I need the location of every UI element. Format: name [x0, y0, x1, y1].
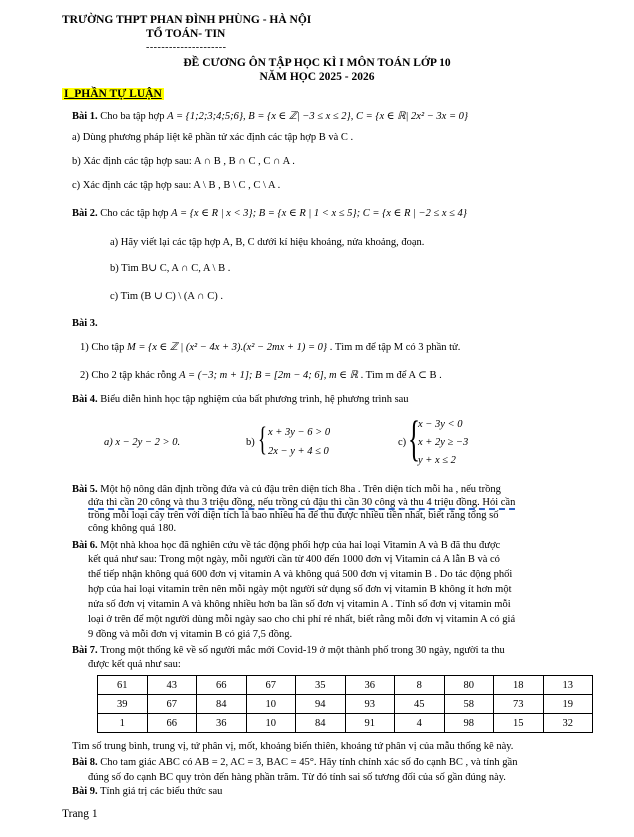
bai-7-line-1: [72, 645, 505, 656]
table-row: [98, 695, 593, 714]
department-name: TỔ TOÁN- TIN: [146, 28, 226, 40]
table-cell: 8: [395, 676, 445, 695]
bai-1-label: Bài 1.: [72, 111, 98, 122]
table-cell: 98: [444, 714, 494, 733]
table-cell: 15: [494, 714, 544, 733]
bai-4-stem: [72, 394, 409, 405]
bai-6-line-1: [72, 540, 500, 551]
bai-3-p2-set: A = (−3; m + 1]; B = [2m − 4; 6], m ∈ ℝ: [179, 370, 358, 381]
table-cell: 32: [543, 714, 593, 733]
bai-2-part-a: a) Hãy viết lại các tập hợp A, B, C dưới kí hiệu khoảng, nửa khoảng, đoạn.: [110, 237, 425, 248]
table-cell: 1: [98, 714, 148, 733]
bai-2-label: Bài 2.: [72, 208, 98, 219]
bai-5-text-2: dứa thì cần 20 công và thu 3 triệu đồng, nếu trồng củ đậu thì cần 30 công và thu 4 triệu đồng. Hỏi cần: [88, 497, 515, 510]
bai-7-text-1: Trong một thống kê về số người mắc mới Covid-19 ở một thành phố trong 30 ngày, người ta thu: [100, 645, 505, 656]
table-cell: 84: [197, 695, 247, 714]
bai-4-c-line-3: y + x ≤ 2: [418, 455, 456, 466]
bai-7-question: Tìm số trung bình, trung vị, tứ phân vị, mốt, khoảng biến thiên, khoảng tứ phân vị của mẫu thống kê này.: [72, 741, 514, 752]
bai-1-stem: [72, 110, 468, 122]
bai-6-text-1: Một nhà khoa học đã nghiên cứu về tác động phối hợp của hai loại Vitamin A và B đã thu được: [100, 540, 501, 551]
bai-4-c-brace: {: [408, 410, 420, 466]
table-row: [98, 714, 593, 733]
bai-3-label: Bài 3.: [72, 318, 98, 329]
bai-4-b-line-2: 2x − y + 4 ≤ 0: [268, 446, 329, 457]
bai-9-label: Bài 9.: [72, 786, 98, 797]
bai-7-label: Bài 7.: [72, 645, 98, 656]
bai-4-c-line-2: x + 2y ≥ −3: [418, 437, 469, 448]
bai-3-part-1: [80, 341, 460, 353]
bai-2-part-c: c) Tìm (B ∪ C) \ (A ∩ C) .: [110, 291, 224, 302]
bai-8-line-1: [72, 757, 517, 768]
bai-5-label: Bài 5.: [72, 484, 98, 495]
bai-4-part-b-label: b): [246, 437, 255, 448]
bai-4-part-a: a) x − 2y − 2 > 0.: [104, 437, 181, 448]
table-cell: 43: [147, 676, 197, 695]
bai-3-p1-question: . Tìm m để tập M có 3 phần tử.: [329, 342, 461, 353]
bai-2-stem: [72, 207, 467, 219]
bai-6-line-6: loại ở trên để một người dùng mỗi ngày sao cho chi phí rẻ nhất, biết rằng mỗi đơn vị vitamin A có giá: [88, 614, 516, 625]
bai-1-part-b: b) Xác định các tập hợp sau: A ∩ B , B ∩ C , C ∩ A .: [72, 156, 295, 167]
bai-2-part-b: b) Tìm B∪ C, A ∩ C, A \ B .: [110, 263, 231, 274]
bai-4-text: Biểu diễn hình học tập nghiệm của bất phương trình, hệ phương trình sau: [100, 394, 409, 405]
bai-6-line-2: kết quả như sau: Trong một ngày, mỗi người cần từ 400 đến 1000 đơn vị Vitamin cả A lẫn B và có: [88, 554, 500, 565]
table-cell: 58: [444, 695, 494, 714]
page-number: Trang 1: [62, 808, 98, 820]
table-cell: 36: [345, 676, 395, 695]
table-row: [98, 676, 593, 695]
table-cell: 67: [246, 676, 296, 695]
section-heading: I_PHẦN TỰ LUẬN: [64, 88, 162, 100]
bai-2-text: Cho các tập hợp: [100, 208, 169, 219]
document-title: ĐỀ CƯƠNG ÔN TẬP HỌC KÌ I MÔN TOÁN LỚP 10: [183, 57, 451, 69]
table-cell: 10: [246, 714, 296, 733]
table-cell: 13: [543, 676, 593, 695]
bai-1-part-a: a) Dùng phương pháp liệt kê phần tử xác định các tập hợp B và C .: [72, 132, 354, 143]
bai-4-label: Bài 4.: [72, 394, 98, 405]
table-cell: 73: [494, 695, 544, 714]
bai-4-c-line-1: x − 3y < 0: [418, 419, 463, 430]
bai-1-set-b: B = {x ∈ ℤ| −3 ≤ x ≤ 2},: [248, 111, 354, 122]
bai-3-p2-text: 2) Cho 2 tập khác rỗng: [80, 370, 177, 381]
table-cell: 19: [543, 695, 593, 714]
bai-9-text-1: Tính giá trị các biểu thức sau: [100, 786, 223, 797]
bai-4-b-brace: {: [258, 421, 267, 458]
bai-1-part-c: c) Xác định các tập hợp sau: A \ B , B \ C , C \ A .: [72, 180, 281, 191]
bai-8-text-1: Cho tam giác ABC có AB = 2, AC = 3, BAC = 45°. Hãy tính chính xác số đo cạnh BC , và tính gần: [100, 757, 518, 768]
bai-8-label: Bài 8.: [72, 757, 98, 768]
bai-6-line-5: nửa số đơn vị vitamin A và không nhiều hơn ba lần số đơn vị vitamin A . Tính số đơn vị vitamin mỗi: [88, 599, 511, 610]
covid-data-table: [97, 675, 593, 733]
bai-4-part-c-label: c): [398, 437, 407, 448]
table-cell: 18: [494, 676, 544, 695]
bai-3-p1-set: M = {x ∈ ℤ | (x² − 4x + 3).(x² − 2mx + 1) = 0}: [126, 342, 328, 353]
bai-6-line-7: 9 đồng và mỗi đơn vị vitamin B có giá 7,5 đồng.: [88, 629, 293, 640]
bai-3-p2-question: . Tìm m để A ⊂ B .: [360, 370, 442, 381]
table-cell: 84: [296, 714, 346, 733]
table-cell: 4: [395, 714, 445, 733]
bai-3-p1-text: 1) Cho tập: [80, 342, 125, 353]
bai-7-line-2: được kết quả như sau:: [88, 659, 181, 670]
bai-2-sets: A = {x ∈ R | x < 3}; B = {x ∈ R | 1 < x ≤ 5}; C = {x ∈ R | −2 ≤ x ≤ 4}: [171, 208, 467, 219]
table-cell: 61: [98, 676, 148, 695]
bai-6-line-4: hợp của hai loại vitamin trên nên mỗi ngày một người sử dụng số đơn vị vitamin B không ít hơn một: [88, 584, 512, 595]
table-cell: 94: [296, 695, 346, 714]
school-name: TRƯỜNG THPT PHAN ĐÌNH PHÙNG - HÀ NỘI: [62, 14, 312, 26]
table-cell: 36: [197, 714, 247, 733]
bai-5-text-1: Một hộ nông dân định trồng đứa và củ đậu trên diện tích 8ha . Trên diện tích mỗi ha , nếu trồng: [100, 484, 501, 495]
bai-8-line-2: đúng số đo cạnh BC quy tròn đến hàng phần trăm. Từ đó tính sai số tương đối của số gần đúng này.: [88, 772, 506, 783]
bai-1-set-c: C = {x ∈ ℝ| 2x² − 3x = 0}: [355, 111, 469, 122]
table-cell: 93: [345, 695, 395, 714]
bai-6-line-3: thể tiếp nhận không quá 600 đơn vị vitamin A và không quá 500 đơn vị vitamin B . Do tác động phối: [88, 569, 513, 580]
bai-9-line-1: [72, 786, 222, 797]
bai-5-line-3: trồng mỗi loại cây trên với diện tích là bao nhiêu ha để thu được nhiều tiền nhất, biết rằng tổng số: [88, 510, 499, 521]
table-cell: 66: [197, 676, 247, 695]
bai-6-label: Bài 6.: [72, 540, 98, 551]
table-cell: 45: [395, 695, 445, 714]
table-cell: 67: [147, 695, 197, 714]
table-cell: 66: [147, 714, 197, 733]
table-cell: 39: [98, 695, 148, 714]
header-divider: ---------------------: [146, 42, 227, 53]
table-cell: 80: [444, 676, 494, 695]
school-year: NĂM HỌC 2025 - 2026: [259, 71, 375, 83]
table-cell: 91: [345, 714, 395, 733]
table-cell: 35: [296, 676, 346, 695]
bai-1-text: Cho ba tập hợp: [100, 111, 165, 122]
bai-5-line-4: công không quá 180.: [88, 523, 177, 534]
bai-5-line-2: [88, 497, 515, 510]
table-cell: 10: [246, 695, 296, 714]
bai-5-line-1: [72, 484, 501, 495]
bai-1-set-a: A = {1;2;3;4;5;6},: [167, 111, 246, 122]
bai-4-b-line-1: x + 3y − 6 > 0: [268, 427, 331, 438]
bai-3-part-2: [80, 369, 442, 381]
